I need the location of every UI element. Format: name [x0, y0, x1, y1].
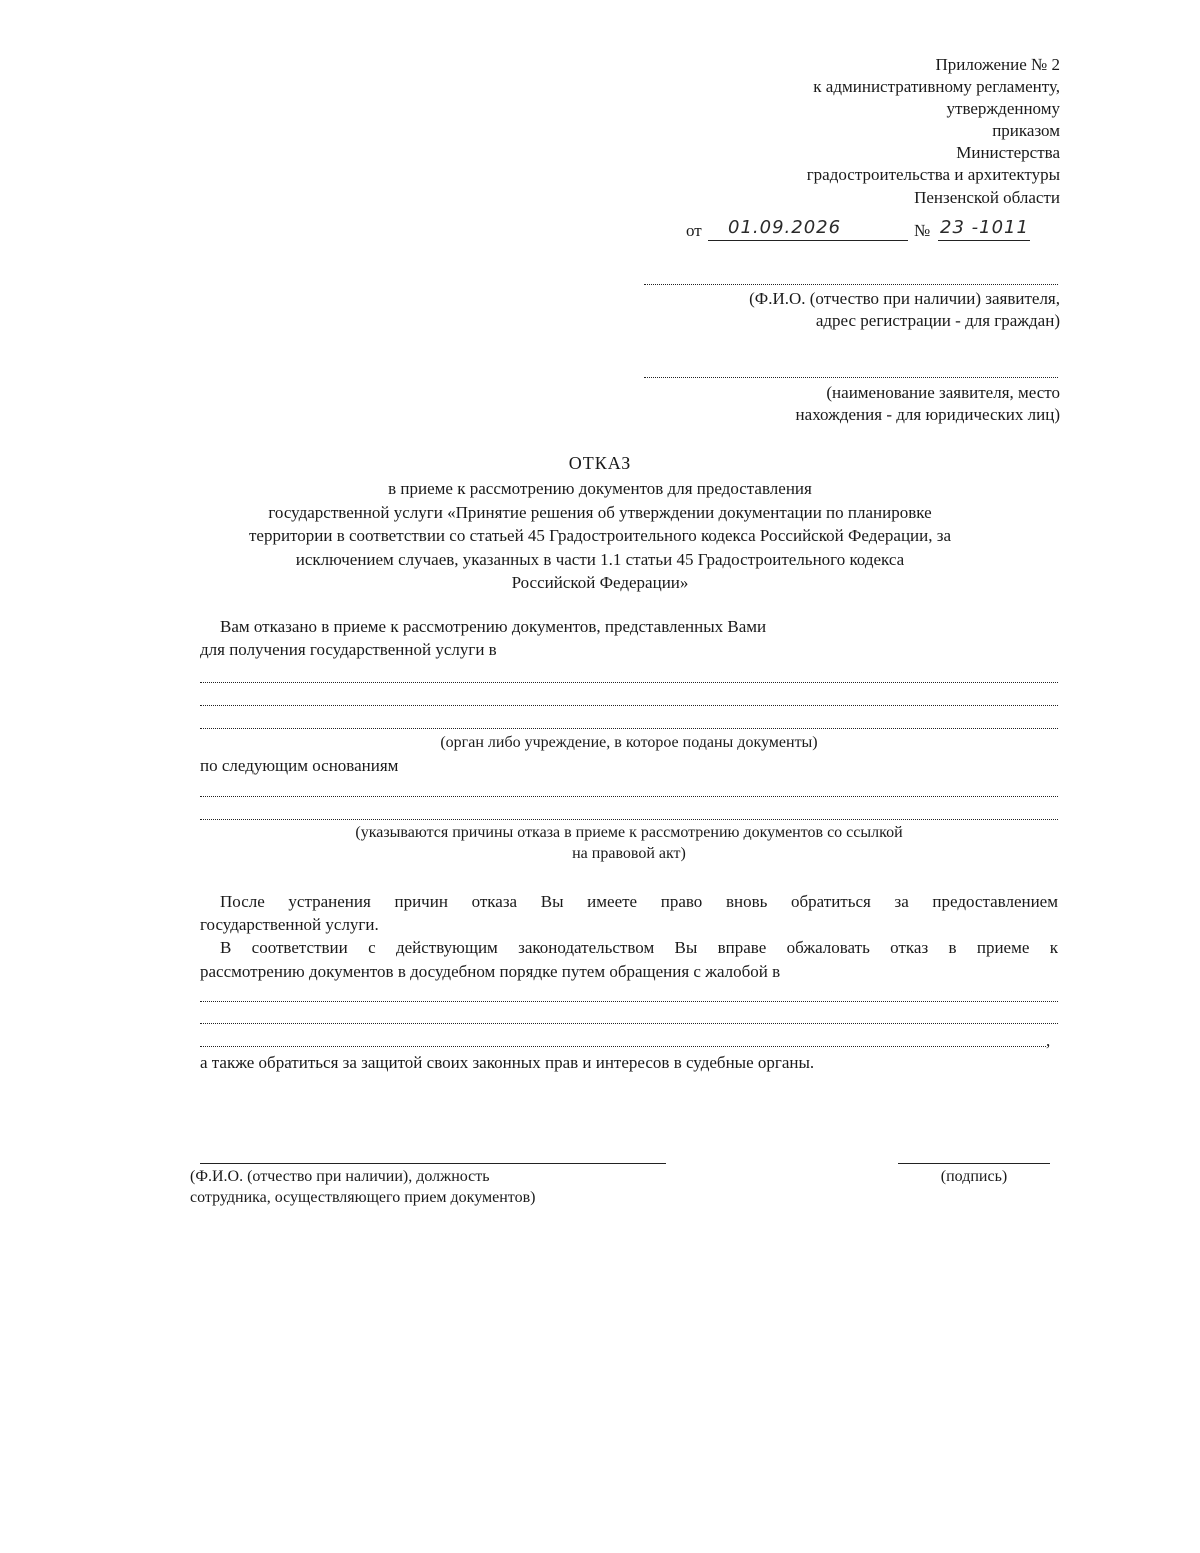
paragraph-2-line-2: рассмотрению документов в досудебном порядке путем обращения с жалобой в — [200, 962, 781, 981]
paragraph-3: а также обратиться за защитой своих законных прав и интересов в судебные органы. — [200, 1053, 815, 1072]
organ-line-3 — [200, 728, 1058, 729]
number-underline — [938, 240, 1030, 241]
date-underline — [708, 240, 908, 241]
appendix-line: Министерства — [956, 143, 1060, 163]
appendix-line: Пензенской области — [914, 187, 1060, 207]
title-subtitle: в приеме к рассмотрению документов для предоставления государственной услуги «Принятие решения об утверждении документации по планировке территории в соответствии со статьей 45 Градостроительного кодекса Российской Федерации, за исключением случаев, указанных в части 1.1 статьи 45 Градостроительного кодекса Российской Федерации» — [248, 479, 952, 592]
employee-caption: (Ф.И.О. (отчество при наличии), должность сотрудника, осуществляющего прием документов) — [190, 1168, 536, 1206]
date-value: 01.09.2026 — [728, 217, 842, 238]
applicant-citizen-line — [644, 284, 1058, 285]
organ-caption: (орган либо учреждение, в которое поданы документы) — [440, 734, 818, 751]
date-prefix: от — [686, 221, 702, 240]
applicant-legal-caption: (наименование заявителя, место нахождения - для юридических лиц) — [795, 383, 1060, 425]
appendix-line: утвержденному — [946, 99, 1060, 119]
signature-caption: (подпись) — [940, 1168, 1008, 1185]
organ-line-1 — [200, 682, 1058, 683]
organ-line-2 — [200, 705, 1058, 706]
paragraph-1-line-2: государственной услуги. — [200, 915, 379, 934]
signature-line — [898, 1163, 1050, 1164]
applicant-citizen-caption: (Ф.И.О. (отчество при наличии) заявителя, адрес регистрации - для граждан) — [749, 289, 1060, 331]
intro-line-2: для получения государственной услуги в — [200, 640, 497, 659]
appendix-line: градостроительства и архитектуры — [806, 165, 1060, 185]
appendix-block — [600, 54, 1060, 209]
grounds-label: по следующим основаниям — [200, 756, 399, 775]
complaint-line-1 — [200, 1001, 1058, 1002]
appendix-line: Приложение № 2 — [935, 55, 1060, 74]
intro-line-1: Вам отказано в приеме к рассмотрению документов, представленных Вами — [220, 617, 767, 636]
reasons-caption: (указываются причины отказа в приеме к рассмотрению документов со ссылкой на правовой акт) — [355, 824, 903, 862]
number-value: 23 -1011 — [940, 217, 1029, 238]
complaint-line-3 — [200, 1046, 1046, 1047]
paragraph-1-line-1: После устранения причин отказа Вы имеете право вновь обратиться за предоставлением — [220, 892, 1058, 911]
applicant-legal-line — [644, 377, 1058, 378]
paragraph-2-line-1: В соответствии с действующим законодательством Вы вправе обжаловать отказ в приеме к — [220, 938, 1058, 957]
employee-line — [200, 1163, 666, 1164]
reasons-line-2 — [200, 819, 1058, 820]
number-prefix: № — [914, 221, 931, 240]
reasons-line-1 — [200, 796, 1058, 797]
complaint-line-2 — [200, 1023, 1058, 1024]
title-heading: ОТКАЗ — [568, 453, 632, 473]
complaint-comma: , — [1046, 1031, 1051, 1050]
document-title — [150, 452, 1050, 475]
appendix-line: к административному регламенту, — [813, 77, 1060, 97]
appendix-line: приказом — [992, 121, 1060, 141]
